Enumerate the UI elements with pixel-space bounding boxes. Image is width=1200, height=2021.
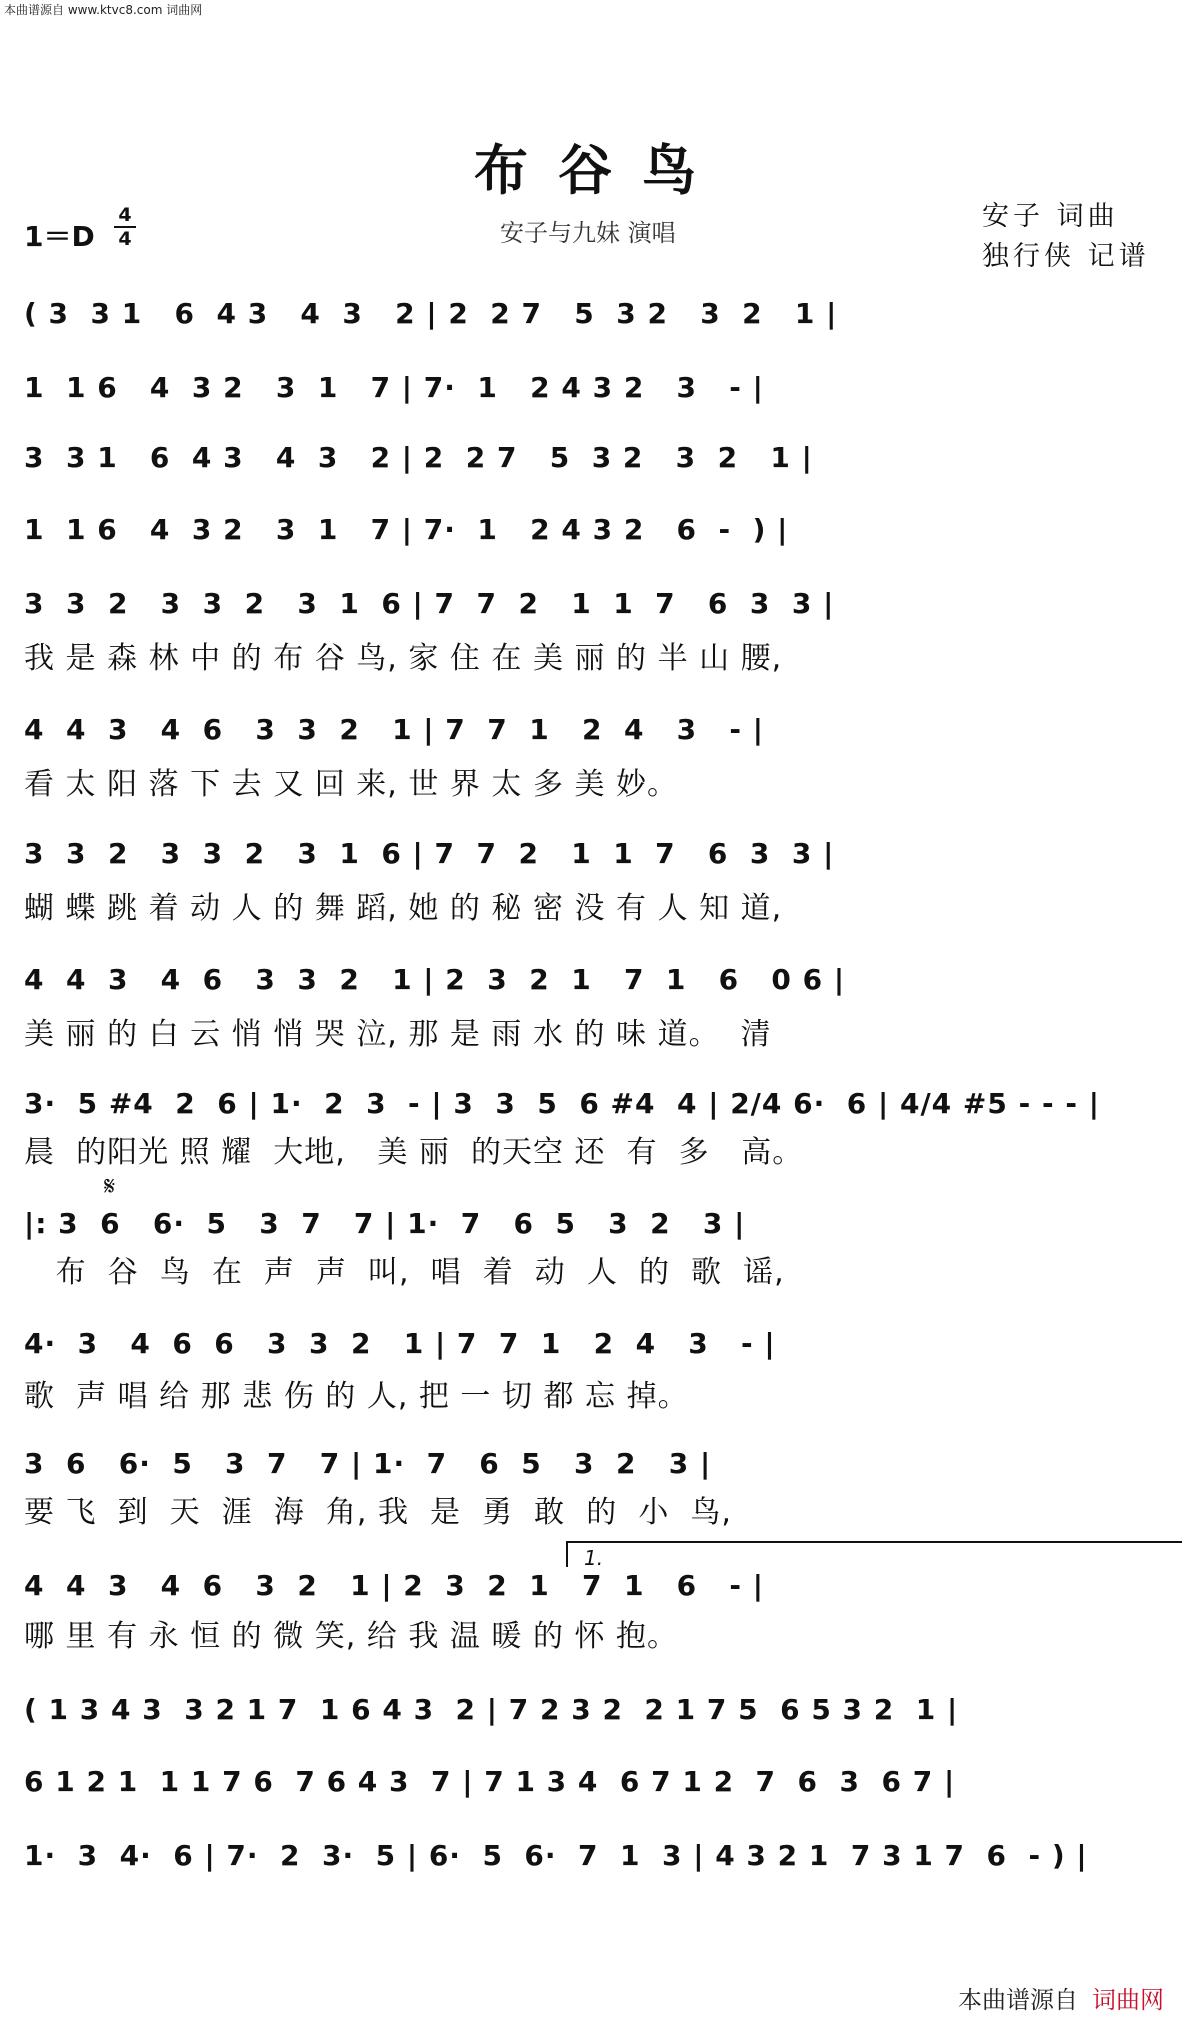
- notation-line: 4 4 3 4 6 3 2 1 | 2 3 2 1 7 1 6 - |: [24, 1569, 764, 1602]
- lyric-line: 美 丽 的 白 云 悄 悄 哭 泣, 那 是 雨 水 的 味 道。 清: [24, 1017, 772, 1052]
- notation-line: 3· 5 #4 2 6 | 1· 2 3 - | 3 3 5 6 #4 4 | 2/4 6· 6 | 4/4 #5 - - - |: [24, 1087, 1100, 1120]
- notation-line: 4· 3 4 6 6 3 3 2 1 | 7 7 1 2 4 3 - |: [24, 1327, 776, 1360]
- lyric-line: 哪 里 有 永 恒 的 微 笑, 给 我 温 暖 的 怀 抱。: [24, 1619, 679, 1654]
- lyric-line: 晨 的阳光 照 耀 大地, 美 丽 的天空 还 有 多 高。: [24, 1135, 804, 1170]
- lyric-line: 蝴 蝶 跳 着 动 人 的 舞 蹈, 她 的 秘 密 没 有 人 知 道,: [24, 891, 783, 926]
- notation-line: 1 1 6 4 3 2 3 1 7 | 7· 1 2 4 3 2 6 - ) |: [24, 513, 789, 546]
- notation-line: 3 3 1 6 4 3 4 3 2 | 2 2 7 5 3 2 3 2 1 |: [24, 441, 813, 474]
- time-signature-top: 4: [118, 204, 132, 226]
- singer-credit: 安子与九妹 演唱: [500, 219, 676, 247]
- time-signature: [114, 205, 136, 249]
- transcriber-credit: 独行侠 记谱: [982, 241, 1150, 272]
- lyric-line: 看 太 阳 落 下 去 又 回 来, 世 界 太 多 美 妙。: [24, 767, 679, 802]
- notation-line: ( 3 3 1 6 4 3 4 3 2 | 2 2 7 5 3 2 3 2 1 |: [24, 297, 838, 330]
- notation-line: 4 4 3 4 6 3 3 2 1 | 7 7 1 2 4 3 - |: [24, 713, 764, 746]
- footer-source: [958, 1980, 1164, 2015]
- notation-line: |: 3 6 6· 5 3 7 7 | 1· 7 6 5 3 2 3 |: [24, 1207, 746, 1240]
- first-ending-bracket: [566, 1541, 1182, 1567]
- notation-line: 1 1 6 4 3 2 3 1 7 | 7· 1 2 4 3 2 3 - |: [24, 371, 764, 404]
- first-ending-label: 1.: [584, 1546, 604, 1570]
- song-title: 布谷鸟: [474, 138, 726, 202]
- segno-sign: 𝄋: [104, 1172, 116, 1202]
- footer-site-name[interactable]: 词曲网: [1092, 1986, 1164, 2014]
- lyric-line: 要 飞 到 天 涯 海 角, 我 是 勇 敢 的 小 鸟,: [24, 1495, 732, 1530]
- time-signature-bottom: 4: [118, 228, 132, 250]
- notation-line: 3 3 2 3 3 2 3 1 6 | 7 7 2 1 1 7 6 3 3 |: [24, 587, 835, 620]
- notation-line: ( 1 3 4 3 3 2 1 7 1 6 4 3 2 | 7 2 3 2 2 1 7 5 6 5 3 2 1 |: [24, 1693, 959, 1726]
- lyric-line: 布 谷 鸟 在 声 声 叫, 唱 着 动 人 的 歌 谣,: [24, 1255, 785, 1290]
- notation-line: 6 1 2 1 1 1 7 6 7 6 4 3 7 | 7 1 3 4 6 7 1 2 7 6 3 6 7 |: [24, 1765, 956, 1798]
- notation-line: 3 3 2 3 3 2 3 1 6 | 7 7 2 1 1 7 6 3 3 |: [24, 837, 835, 870]
- notation-line: 4 4 3 4 6 3 3 2 1 | 2 3 2 1 7 1 6 0 6 |: [24, 963, 846, 996]
- footer-source-text: 本曲谱源自: [958, 1986, 1078, 2014]
- key-signature: 1＝D: [24, 220, 95, 253]
- lyric-line: 我 是 森 林 中 的 布 谷 鸟, 家 住 在 美 丽 的 半 山 腰,: [24, 641, 783, 676]
- lyricist-composer-credit: 安子 词曲: [982, 201, 1119, 232]
- lyric-line: 歌 声 唱 给 那 悲 伤 的 人, 把 一 切 都 忘 掉。: [24, 1379, 689, 1414]
- watermark: 本曲谱源自 www.ktvc8.com 词曲网: [4, 3, 203, 17]
- notation-line: 1· 3 4· 6 | 7· 2 3· 5 | 6· 5 6· 7 1 3 | 4 3 2 1 7 3 1 7 6 - ) |: [24, 1839, 1088, 1872]
- notation-line: 3 6 6· 5 3 7 7 | 1· 7 6 5 3 2 3 |: [24, 1447, 712, 1480]
